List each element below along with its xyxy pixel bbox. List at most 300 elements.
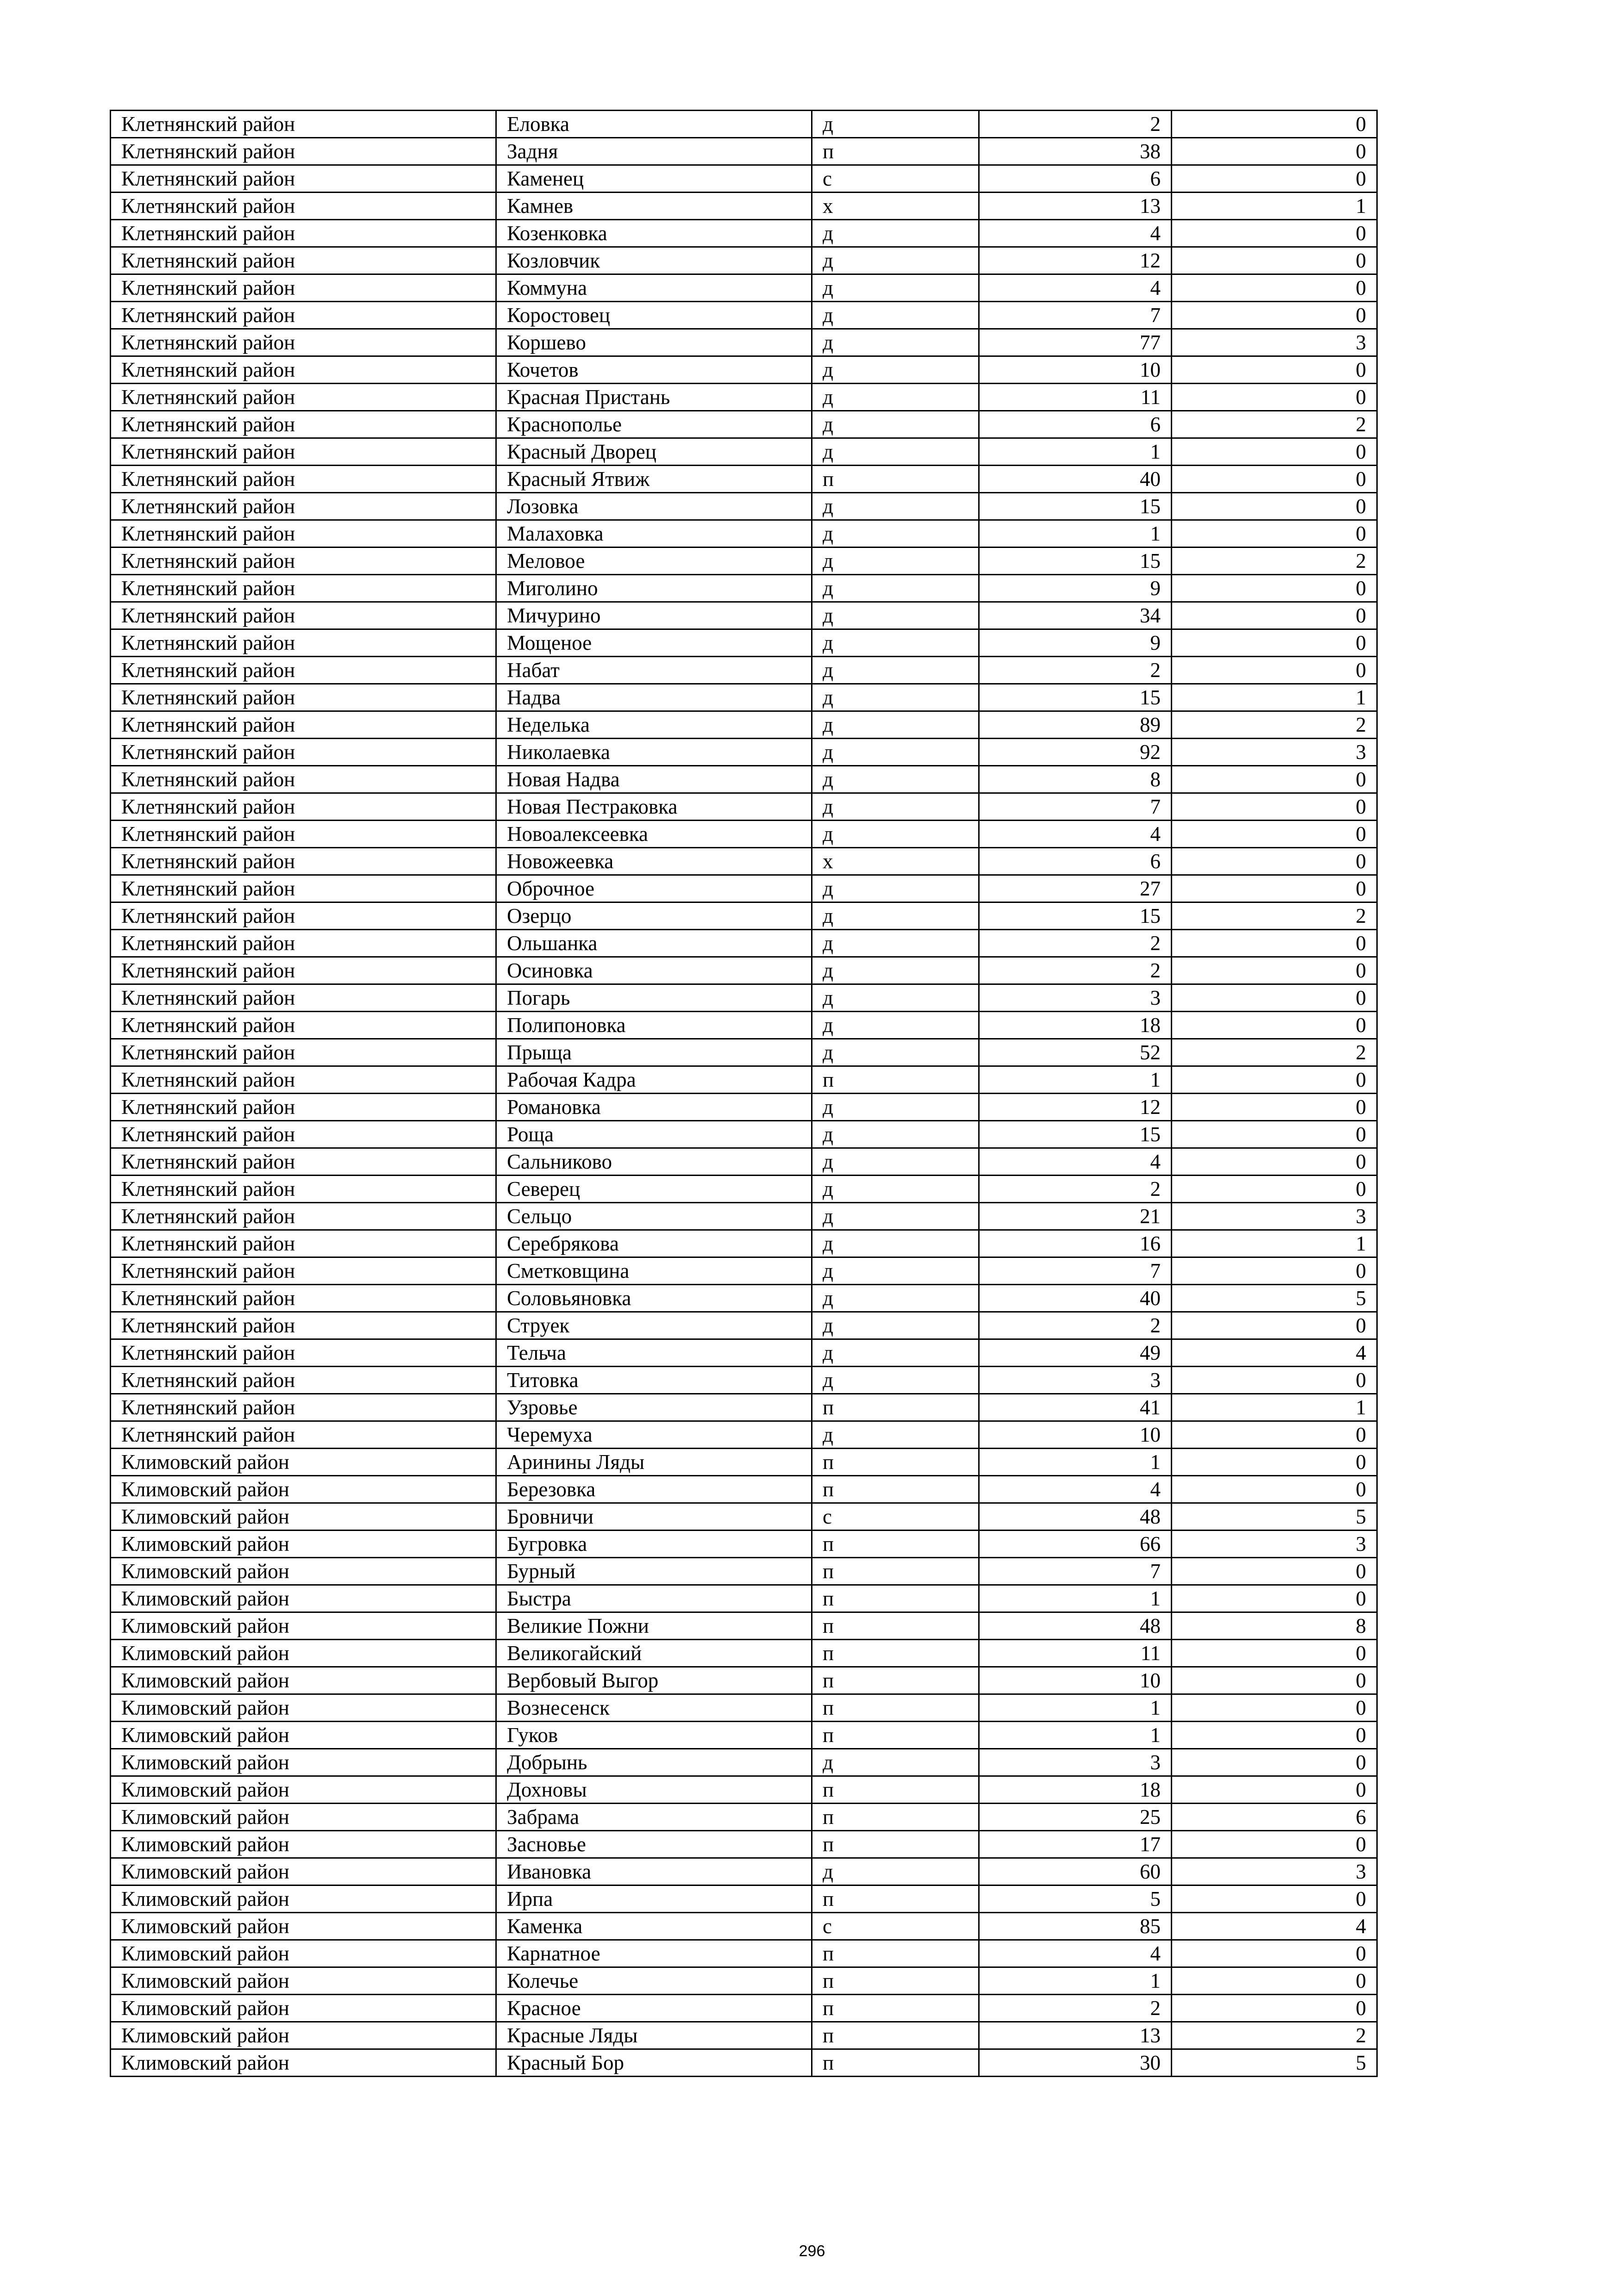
type-cell: п xyxy=(812,1694,979,1722)
settlement-cell: Осиновка xyxy=(496,957,812,984)
type-cell: д xyxy=(812,548,979,575)
value-cell: 40 xyxy=(979,466,1172,493)
settlement-cell: Северец xyxy=(496,1176,812,1203)
type-cell: д xyxy=(812,1749,979,1776)
count-cell: 4 xyxy=(1172,1339,1377,1367)
settlements-table xyxy=(110,110,1378,2077)
count-cell: 0 xyxy=(1172,793,1377,821)
count-cell: 0 xyxy=(1172,438,1377,466)
table-row xyxy=(111,138,1377,165)
settlement-cell: Роща xyxy=(496,1121,812,1148)
type-cell: д xyxy=(812,520,979,548)
district-cell: Клетнянский район xyxy=(111,438,496,466)
table-row xyxy=(111,466,1377,493)
count-cell: 2 xyxy=(1172,548,1377,575)
table-row xyxy=(111,739,1377,766)
district-cell: Клетнянский район xyxy=(111,684,496,711)
value-cell: 60 xyxy=(979,1858,1172,1885)
settlement-cell: Засновье xyxy=(496,1831,812,1858)
count-cell: 0 xyxy=(1172,657,1377,684)
district-cell: Климовский район xyxy=(111,1558,496,1585)
value-cell: 89 xyxy=(979,711,1172,739)
district-cell: Климовский район xyxy=(111,1804,496,1831)
count-cell: 2 xyxy=(1172,1039,1377,1066)
district-cell: Клетнянский район xyxy=(111,1257,496,1285)
settlement-cell: Мичурино xyxy=(496,602,812,629)
district-cell: Климовский район xyxy=(111,1776,496,1804)
value-cell: 1 xyxy=(979,1967,1172,1995)
district-cell: Клетнянский район xyxy=(111,493,496,520)
settlement-cell: Новожеевка xyxy=(496,848,812,875)
value-cell: 16 xyxy=(979,1230,1172,1257)
type-cell: д xyxy=(812,657,979,684)
settlement-cell: Красный Дворец xyxy=(496,438,812,466)
district-cell: Климовский район xyxy=(111,1612,496,1640)
settlement-cell: Бурный xyxy=(496,1558,812,1585)
value-cell: 21 xyxy=(979,1203,1172,1230)
value-cell: 10 xyxy=(979,356,1172,384)
district-cell: Климовский район xyxy=(111,1722,496,1749)
table-row xyxy=(111,1421,1377,1449)
table-body xyxy=(111,111,1377,2077)
type-cell: д xyxy=(812,1367,979,1394)
count-cell: 0 xyxy=(1172,1367,1377,1394)
settlement-cell: Великогайский xyxy=(496,1640,812,1667)
table-row xyxy=(111,1995,1377,2022)
type-cell: с xyxy=(812,1503,979,1531)
count-cell: 3 xyxy=(1172,329,1377,356)
type-cell: п xyxy=(812,1531,979,1558)
settlement-cell: Красная Пристань xyxy=(496,384,812,411)
count-cell: 0 xyxy=(1172,1967,1377,1995)
district-cell: Клетнянский район xyxy=(111,766,496,793)
value-cell: 15 xyxy=(979,684,1172,711)
type-cell: д xyxy=(812,1203,979,1230)
count-cell: 0 xyxy=(1172,1148,1377,1176)
settlement-cell: Тельча xyxy=(496,1339,812,1367)
type-cell: д xyxy=(812,302,979,329)
settlement-cell: Рабочая Кадра xyxy=(496,1066,812,1094)
settlement-cell: Коршево xyxy=(496,329,812,356)
type-cell: п xyxy=(812,1776,979,1804)
district-cell: Клетнянский район xyxy=(111,274,496,302)
type-cell: д xyxy=(812,411,979,438)
count-cell: 0 xyxy=(1172,1722,1377,1749)
district-cell: Климовский район xyxy=(111,1940,496,1967)
type-cell: х xyxy=(812,848,979,875)
count-cell: 0 xyxy=(1172,1749,1377,1776)
table-row xyxy=(111,1913,1377,1940)
settlement-cell: Козенковка xyxy=(496,220,812,247)
value-cell: 17 xyxy=(979,1831,1172,1858)
count-cell: 0 xyxy=(1172,1476,1377,1503)
type-cell: д xyxy=(812,902,979,930)
settlement-cell: Новая Надва xyxy=(496,766,812,793)
district-cell: Клетнянский район xyxy=(111,1230,496,1257)
district-cell: Клетнянский район xyxy=(111,247,496,274)
value-cell: 9 xyxy=(979,629,1172,657)
value-cell: 48 xyxy=(979,1503,1172,1531)
table-row xyxy=(111,1203,1377,1230)
type-cell: д xyxy=(812,111,979,138)
settlement-cell: Сметковщина xyxy=(496,1257,812,1285)
type-cell: п xyxy=(812,2049,979,2077)
settlement-cell: Коммуна xyxy=(496,274,812,302)
type-cell: с xyxy=(812,165,979,193)
type-cell: д xyxy=(812,274,979,302)
table-row xyxy=(111,220,1377,247)
table-row xyxy=(111,711,1377,739)
settlement-cell: Кочетов xyxy=(496,356,812,384)
count-cell: 6 xyxy=(1172,1804,1377,1831)
type-cell: д xyxy=(812,766,979,793)
settlement-cell: Оброчное xyxy=(496,875,812,902)
value-cell: 18 xyxy=(979,1012,1172,1039)
count-cell: 0 xyxy=(1172,766,1377,793)
district-cell: Клетнянский район xyxy=(111,1148,496,1176)
count-cell: 5 xyxy=(1172,2049,1377,2077)
district-cell: Клетнянский район xyxy=(111,1176,496,1203)
value-cell: 48 xyxy=(979,1612,1172,1640)
value-cell: 11 xyxy=(979,1640,1172,1667)
table-row xyxy=(111,984,1377,1012)
table-row xyxy=(111,821,1377,848)
value-cell: 13 xyxy=(979,193,1172,220)
count-cell: 0 xyxy=(1172,1995,1377,2022)
count-cell: 0 xyxy=(1172,356,1377,384)
settlement-cell: Ирпа xyxy=(496,1885,812,1913)
district-cell: Клетнянский район xyxy=(111,1203,496,1230)
count-cell: 0 xyxy=(1172,1176,1377,1203)
count-cell: 2 xyxy=(1172,711,1377,739)
value-cell: 12 xyxy=(979,1094,1172,1121)
value-cell: 9 xyxy=(979,575,1172,602)
table-row xyxy=(111,1039,1377,1066)
value-cell: 6 xyxy=(979,848,1172,875)
type-cell: д xyxy=(812,1012,979,1039)
table-row xyxy=(111,1804,1377,1831)
district-cell: Клетнянский район xyxy=(111,165,496,193)
type-cell: д xyxy=(812,247,979,274)
type-cell: д xyxy=(812,1421,979,1449)
district-cell: Клетнянский район xyxy=(111,220,496,247)
table-row xyxy=(111,848,1377,875)
type-cell: д xyxy=(812,438,979,466)
table-row xyxy=(111,1230,1377,1257)
settlement-cell: Николаевка xyxy=(496,739,812,766)
table-row xyxy=(111,193,1377,220)
value-cell: 2 xyxy=(979,957,1172,984)
value-cell: 1 xyxy=(979,1722,1172,1749)
settlement-cell: Вознесенск xyxy=(496,1694,812,1722)
count-cell: 0 xyxy=(1172,1012,1377,1039)
type-cell: д xyxy=(812,711,979,739)
type-cell: д xyxy=(812,575,979,602)
settlement-cell: Красное xyxy=(496,1995,812,2022)
count-cell: 0 xyxy=(1172,821,1377,848)
value-cell: 15 xyxy=(979,1121,1172,1148)
district-cell: Клетнянский район xyxy=(111,193,496,220)
settlement-cell: Аринины Ляды xyxy=(496,1449,812,1476)
type-cell: д xyxy=(812,957,979,984)
count-cell: 0 xyxy=(1172,247,1377,274)
settlement-cell: Красный Бор xyxy=(496,2049,812,2077)
value-cell: 77 xyxy=(979,329,1172,356)
settlement-cell: Великие Пожни xyxy=(496,1612,812,1640)
count-cell: 0 xyxy=(1172,1694,1377,1722)
count-cell: 0 xyxy=(1172,165,1377,193)
value-cell: 2 xyxy=(979,1995,1172,2022)
district-cell: Климовский район xyxy=(111,1640,496,1667)
table-row xyxy=(111,274,1377,302)
count-cell: 3 xyxy=(1172,739,1377,766)
value-cell: 15 xyxy=(979,548,1172,575)
value-cell: 12 xyxy=(979,247,1172,274)
count-cell: 5 xyxy=(1172,1503,1377,1531)
type-cell: п xyxy=(812,466,979,493)
type-cell: д xyxy=(812,1858,979,1885)
type-cell: п xyxy=(812,1831,979,1858)
district-cell: Климовский район xyxy=(111,2022,496,2049)
value-cell: 7 xyxy=(979,793,1172,821)
value-cell: 1 xyxy=(979,1694,1172,1722)
count-cell: 0 xyxy=(1172,1640,1377,1667)
table-row xyxy=(111,1694,1377,1722)
district-cell: Клетнянский район xyxy=(111,1339,496,1367)
type-cell: д xyxy=(812,739,979,766)
settlement-cell: Коростовец xyxy=(496,302,812,329)
district-cell: Климовский район xyxy=(111,1995,496,2022)
type-cell: д xyxy=(812,1121,979,1148)
settlement-cell: Романовка xyxy=(496,1094,812,1121)
table-row xyxy=(111,684,1377,711)
table-row xyxy=(111,247,1377,274)
table-row xyxy=(111,302,1377,329)
value-cell: 7 xyxy=(979,1558,1172,1585)
type-cell: д xyxy=(812,602,979,629)
type-cell: д xyxy=(812,1039,979,1066)
value-cell: 2 xyxy=(979,930,1172,957)
settlement-cell: Ольшанка xyxy=(496,930,812,957)
count-cell: 0 xyxy=(1172,1312,1377,1339)
type-cell: д xyxy=(812,1094,979,1121)
settlement-cell: Струек xyxy=(496,1312,812,1339)
value-cell: 27 xyxy=(979,875,1172,902)
settlement-cell: Забрама xyxy=(496,1804,812,1831)
district-cell: Клетнянский район xyxy=(111,793,496,821)
table-row xyxy=(111,411,1377,438)
table-row xyxy=(111,1012,1377,1039)
count-cell: 0 xyxy=(1172,466,1377,493)
type-cell: с xyxy=(812,1913,979,1940)
count-cell: 0 xyxy=(1172,984,1377,1012)
value-cell: 1 xyxy=(979,520,1172,548)
count-cell: 0 xyxy=(1172,220,1377,247)
table-row xyxy=(111,1394,1377,1421)
settlement-cell: Гуков xyxy=(496,1722,812,1749)
district-cell: Климовский район xyxy=(111,2049,496,2077)
district-cell: Климовский район xyxy=(111,1531,496,1558)
table-row xyxy=(111,602,1377,629)
district-cell: Клетнянский район xyxy=(111,711,496,739)
value-cell: 18 xyxy=(979,1776,1172,1804)
count-cell: 0 xyxy=(1172,629,1377,657)
value-cell: 34 xyxy=(979,602,1172,629)
count-cell: 2 xyxy=(1172,411,1377,438)
table-row xyxy=(111,1121,1377,1148)
district-cell: Климовский район xyxy=(111,1503,496,1531)
value-cell: 3 xyxy=(979,1749,1172,1776)
type-cell: д xyxy=(812,684,979,711)
table-row xyxy=(111,1667,1377,1694)
table-row xyxy=(111,793,1377,821)
count-cell: 0 xyxy=(1172,1066,1377,1094)
settlement-cell: Дохновы xyxy=(496,1776,812,1804)
count-cell: 0 xyxy=(1172,1885,1377,1913)
table-row xyxy=(111,875,1377,902)
table-row xyxy=(111,1531,1377,1558)
value-cell: 1 xyxy=(979,1585,1172,1612)
settlement-cell: Прыща xyxy=(496,1039,812,1066)
type-cell: п xyxy=(812,1967,979,1995)
count-cell: 0 xyxy=(1172,384,1377,411)
value-cell: 41 xyxy=(979,1394,1172,1421)
table-row xyxy=(111,1257,1377,1285)
settlement-cell: Черемуха xyxy=(496,1421,812,1449)
count-cell: 3 xyxy=(1172,1531,1377,1558)
district-cell: Клетнянский район xyxy=(111,821,496,848)
district-cell: Клетнянский район xyxy=(111,548,496,575)
value-cell: 7 xyxy=(979,1257,1172,1285)
count-cell: 0 xyxy=(1172,520,1377,548)
value-cell: 8 xyxy=(979,766,1172,793)
settlement-cell: Озерцо xyxy=(496,902,812,930)
value-cell: 2 xyxy=(979,1312,1172,1339)
district-cell: Клетнянский район xyxy=(111,930,496,957)
settlement-cell: Титовка xyxy=(496,1367,812,1394)
value-cell: 30 xyxy=(979,2049,1172,2077)
value-cell: 1 xyxy=(979,438,1172,466)
table-row xyxy=(111,1940,1377,1967)
table-row xyxy=(111,384,1377,411)
table-row xyxy=(111,1176,1377,1203)
table-row xyxy=(111,657,1377,684)
count-cell: 0 xyxy=(1172,575,1377,602)
count-cell: 0 xyxy=(1172,1449,1377,1476)
district-cell: Клетнянский район xyxy=(111,1421,496,1449)
count-cell: 0 xyxy=(1172,1776,1377,1804)
count-cell: 0 xyxy=(1172,493,1377,520)
district-cell: Клетнянский район xyxy=(111,629,496,657)
table-row xyxy=(111,1831,1377,1858)
table-row xyxy=(111,1585,1377,1612)
value-cell: 92 xyxy=(979,739,1172,766)
district-cell: Климовский район xyxy=(111,1694,496,1722)
district-cell: Клетнянский район xyxy=(111,1094,496,1121)
type-cell: д xyxy=(812,356,979,384)
district-cell: Климовский район xyxy=(111,1449,496,1476)
table-row xyxy=(111,1858,1377,1885)
type-cell: п xyxy=(812,1995,979,2022)
settlement-cell: Соловьяновка xyxy=(496,1285,812,1312)
table-row xyxy=(111,1312,1377,1339)
district-cell: Клетнянский район xyxy=(111,1367,496,1394)
value-cell: 15 xyxy=(979,902,1172,930)
value-cell: 13 xyxy=(979,2022,1172,2049)
district-cell: Клетнянский район xyxy=(111,411,496,438)
count-cell: 0 xyxy=(1172,302,1377,329)
page-number: 296 xyxy=(799,2242,825,2260)
type-cell: д xyxy=(812,1339,979,1367)
value-cell: 2 xyxy=(979,1176,1172,1203)
settlement-cell: Сельцо xyxy=(496,1203,812,1230)
district-cell: Клетнянский район xyxy=(111,329,496,356)
count-cell: 1 xyxy=(1172,684,1377,711)
count-cell: 2 xyxy=(1172,902,1377,930)
value-cell: 4 xyxy=(979,1148,1172,1176)
settlement-cell: Новая Пестраковка xyxy=(496,793,812,821)
district-cell: Клетнянский район xyxy=(111,1121,496,1148)
table-row xyxy=(111,1094,1377,1121)
type-cell: п xyxy=(812,1804,979,1831)
settlement-cell: Узровье xyxy=(496,1394,812,1421)
count-cell: 0 xyxy=(1172,1667,1377,1694)
district-cell: Клетнянский район xyxy=(111,520,496,548)
district-cell: Климовский район xyxy=(111,1858,496,1885)
district-cell: Клетнянский район xyxy=(111,957,496,984)
count-cell: 1 xyxy=(1172,1394,1377,1421)
settlement-cell: Каменец xyxy=(496,165,812,193)
table-row xyxy=(111,1285,1377,1312)
district-cell: Климовский район xyxy=(111,1913,496,1940)
table-row xyxy=(111,111,1377,138)
district-cell: Климовский район xyxy=(111,1749,496,1776)
settlement-cell: Бровничи xyxy=(496,1503,812,1531)
type-cell: п xyxy=(812,1394,979,1421)
district-cell: Клетнянский район xyxy=(111,1394,496,1421)
value-cell: 40 xyxy=(979,1285,1172,1312)
value-cell: 66 xyxy=(979,1531,1172,1558)
table-row xyxy=(111,1558,1377,1585)
type-cell: п xyxy=(812,1722,979,1749)
count-cell: 8 xyxy=(1172,1612,1377,1640)
count-cell: 0 xyxy=(1172,602,1377,629)
table-row xyxy=(111,356,1377,384)
count-cell: 1 xyxy=(1172,1230,1377,1257)
table-row xyxy=(111,1640,1377,1667)
count-cell: 0 xyxy=(1172,957,1377,984)
table-row xyxy=(111,575,1377,602)
type-cell: д xyxy=(812,984,979,1012)
settlement-cell: Камнев xyxy=(496,193,812,220)
value-cell: 6 xyxy=(979,411,1172,438)
value-cell: 4 xyxy=(979,1940,1172,1967)
district-cell: Клетнянский район xyxy=(111,902,496,930)
value-cell: 10 xyxy=(979,1421,1172,1449)
type-cell: д xyxy=(812,930,979,957)
value-cell: 1 xyxy=(979,1066,1172,1094)
count-cell: 0 xyxy=(1172,848,1377,875)
value-cell: 49 xyxy=(979,1339,1172,1367)
type-cell: д xyxy=(812,1285,979,1312)
type-cell: п xyxy=(812,2022,979,2049)
value-cell: 2 xyxy=(979,657,1172,684)
count-cell: 0 xyxy=(1172,875,1377,902)
value-cell: 52 xyxy=(979,1039,1172,1066)
value-cell: 5 xyxy=(979,1885,1172,1913)
type-cell: х xyxy=(812,193,979,220)
settlement-cell: Краснополье xyxy=(496,411,812,438)
